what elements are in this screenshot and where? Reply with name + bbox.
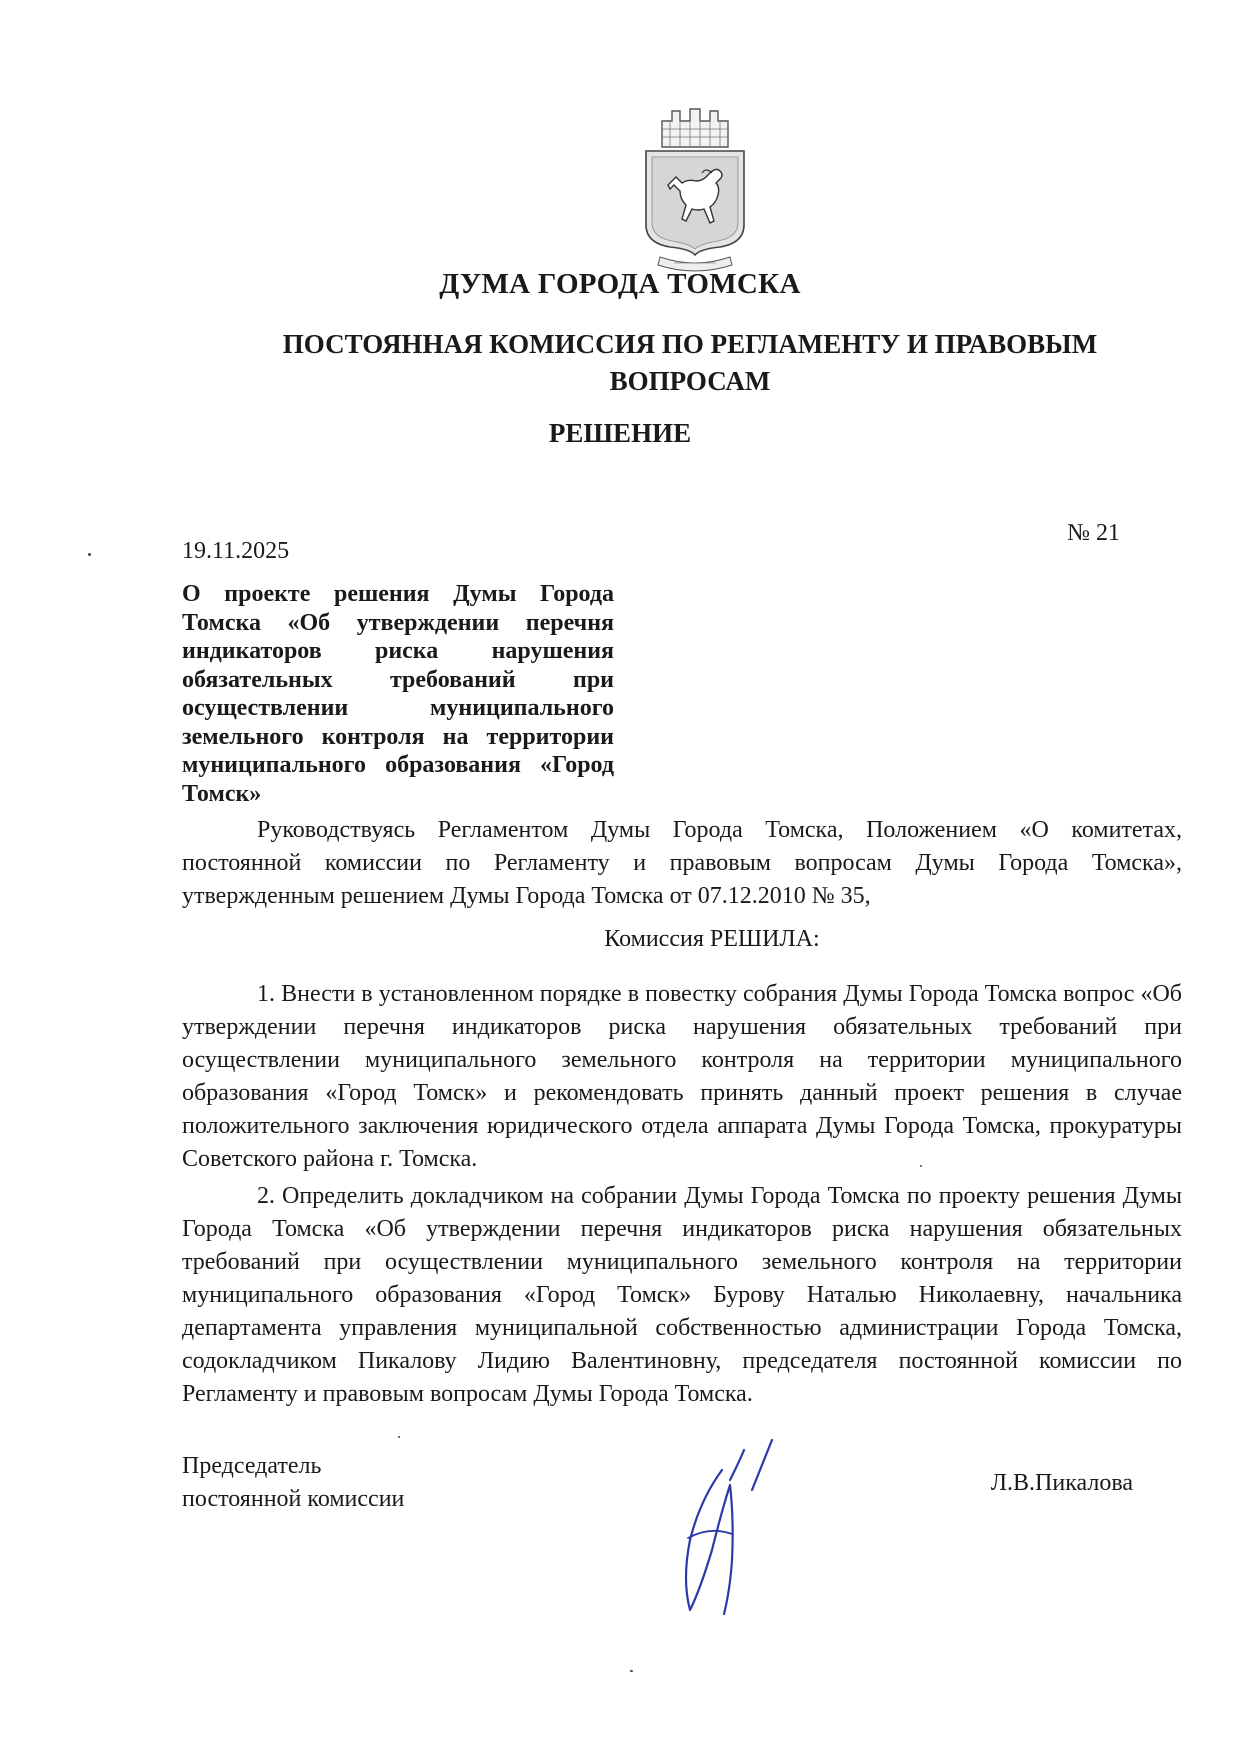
intro-paragraph: Руководствуясь Регламентом Думы Города Томска, Положением «О комитетах, постоянной комиссии по Регламенту и правовым вопросам Думы Города Томска», утвержденным решением Думы Города Томска от 07.12.2010 № 35, bbox=[182, 817, 1182, 909]
scan-speck bbox=[398, 1436, 400, 1438]
signatory-role bbox=[182, 1450, 404, 1516]
document-number: № 21 bbox=[1067, 520, 1120, 546]
resolution-item-2: 2. Определить докладчиком на собрании Думы Города Томска по проекту решения Думы Города Томска «Об утверждении перечня индикаторов риска нарушения обязательных требований при осуществлении муниципального земельного контроля на территории муниципального образования «Город Томск» Бурову Наталью Николаевну, начальника департамента управления муниципальной собственностью администрации Города Томска, содокладчиком Пикалову Лидию Валентиновну, председателя постоянной комиссии по Регламенту и правовым вопросам Думы Города Томска. bbox=[182, 1183, 1182, 1407]
handwritten-signature-icon bbox=[660, 1430, 840, 1620]
resolution-heading: Комиссия РЕШИЛА: bbox=[604, 926, 820, 952]
signatory-name: Л.В.Пикалова bbox=[990, 1470, 1133, 1496]
signatory-role-line-1: Председатель bbox=[182, 1453, 322, 1479]
document-subject: О проекте решения Думы Города Томска «Об утверждении перечня индикаторов риска нарушения обязательных требований при осуществлении муниципального земельного контроля на территории муниципального образования «Город Томск» bbox=[182, 581, 614, 807]
commission-title: ПОСТОЯННАЯ КОМИССИЯ ПО РЕГЛАМЕНТУ И ПРАВОВЫМ ВОПРОСАМ bbox=[282, 329, 1098, 396]
tomsk-coat-of-arms-icon bbox=[640, 103, 750, 275]
scan-speck bbox=[88, 553, 91, 556]
scan-speck bbox=[920, 1165, 922, 1167]
organization-title: ДУМА ГОРОДА ТОМСКА bbox=[439, 268, 801, 300]
scan-speck bbox=[630, 1670, 633, 1672]
document-type: РЕШЕНИЕ bbox=[548, 418, 692, 448]
resolution-item-1: 1. Внести в установленном порядке в повестку собрания Думы Города Томска вопрос «Об утверждении перечня индикаторов риска нарушения обязательных требований при осуществлении муниципального земельного контроля на территории муниципального образования «Город Томск» и рекомендовать принять данный проект решения в случае положительного заключения юридического отдела аппарата Думы Города Томска, прокуратуры Советского района г. Томска. bbox=[182, 981, 1182, 1172]
signatory-role-line-2: постоянной комиссии bbox=[182, 1486, 405, 1512]
document-date: 19.11.2025 bbox=[182, 538, 290, 564]
